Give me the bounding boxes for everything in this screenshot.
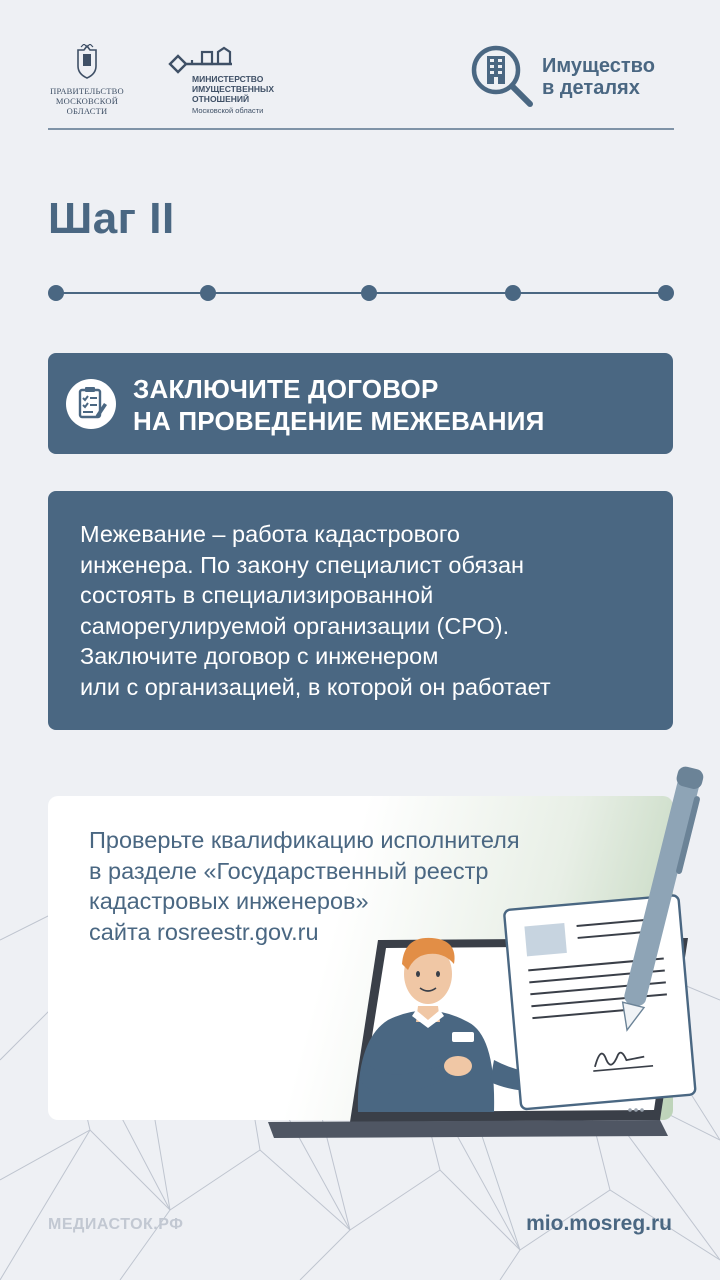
instruction-body-text: Межевание – работа кадастрового инженера. По закону специалист обязан состоять в специализированной саморегулируемой организации (СРО). Заключите договор с инженером или с организацией, в которой он работает bbox=[80, 521, 551, 700]
ministry-logo-subtitle: Московской области bbox=[192, 106, 264, 115]
engineer-on-laptop-signing-document-illustration bbox=[268, 760, 708, 1160]
step-timeline bbox=[48, 284, 674, 302]
header-divider bbox=[48, 128, 674, 130]
timeline-dot bbox=[200, 285, 216, 301]
tip-text: Проверьте квалификацию исполнителя в разделе «Государственный реестр кадастровых инженеров» сайта rosreestr.gov.ru bbox=[89, 827, 520, 945]
timeline-dot bbox=[505, 285, 521, 301]
coat-of-arms-icon bbox=[72, 44, 102, 80]
instruction-body-box bbox=[48, 491, 673, 730]
magnifier-building-icon bbox=[470, 44, 534, 108]
government-logo-text: ПРАВИТЕЛЬСТВО МОСКОВСКОЙ ОБЛАСТИ bbox=[50, 86, 124, 116]
timeline-dot bbox=[361, 285, 377, 301]
footer-website-link[interactable]: mio.mosreg.ru bbox=[526, 1212, 672, 1235]
instruction-heading-box bbox=[48, 353, 673, 454]
instruction-heading: ЗАКЛЮЧИТЕ ДОГОВОР НА ПРОВЕДЕНИЕ МЕЖЕВАНИЯ bbox=[133, 374, 545, 436]
timeline-dot bbox=[658, 285, 674, 301]
footer-mediastock-link[interactable]: МЕДИАСТОК.РФ bbox=[48, 1216, 184, 1233]
brand-title: Имущество в деталях bbox=[542, 55, 655, 99]
government-logo bbox=[44, 44, 130, 116]
contract-checklist-icon bbox=[66, 379, 116, 429]
ministry-logo-title: МИНИСТЕРСТВО ИМУЩЕСТВЕННЫХ ОТНОШЕНИЙ bbox=[192, 74, 275, 104]
step-title: Шаг II bbox=[48, 194, 175, 243]
timeline-dot bbox=[48, 285, 64, 301]
